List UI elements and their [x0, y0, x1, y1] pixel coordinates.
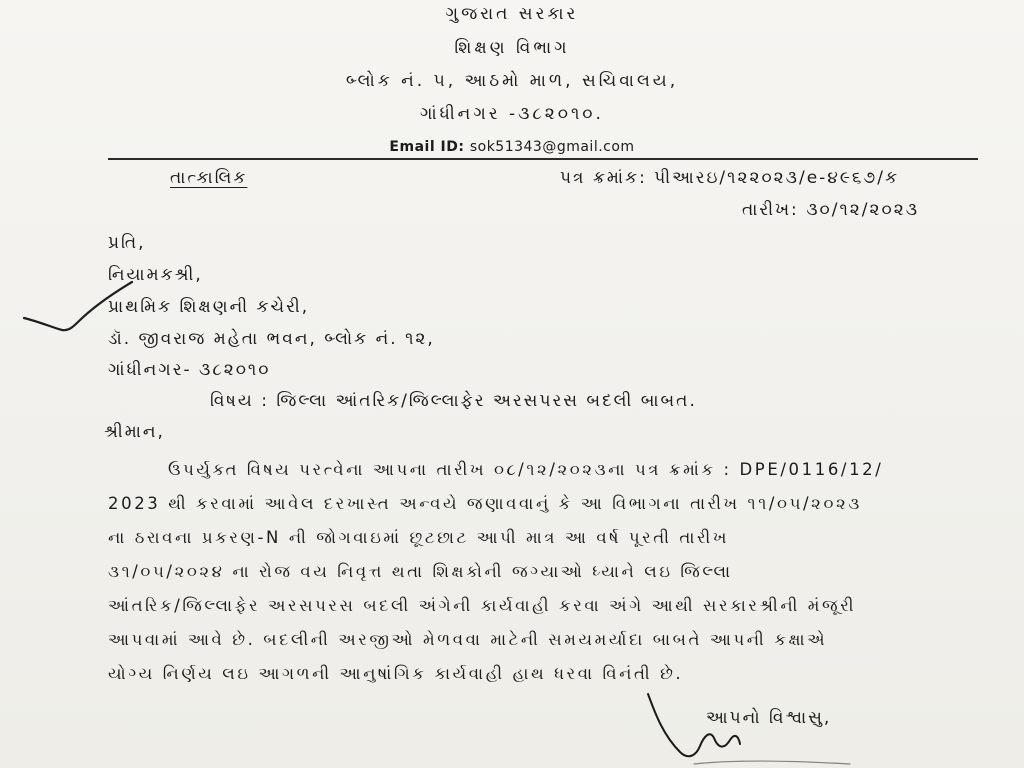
body-line: ના ઠરાવના પ્રકરણ-N ની જોગવાઇમાં છૂટછાટ આપી માત્ર આ વર્ષ પૂરતી તારીખ — [108, 528, 729, 547]
email-value: sok51343@gmail.com — [469, 139, 635, 155]
email-label: Email ID: — [389, 139, 465, 155]
letter-date: તારીખ: ૩૦/૧૨/૨૦૨૩ — [742, 200, 920, 220]
body-line: આપવામાં આવે છે. બદલીની અરજીઓ મેળવવા માટેની સમયમર્યાદા બાબતે આપની કક્ષાએ — [108, 630, 828, 649]
header-divider — [108, 158, 978, 160]
city-pincode: ગાંધીનગર -૩૮૨૦૧૦. — [420, 104, 604, 124]
department-name: શિક્ષણ વિભાગ — [454, 38, 570, 58]
recipient-to: પ્રતિ, — [108, 233, 146, 253]
recipient-building: ડૉ. જીવરાજ મહેતા ભવન, બ્લોક નં. ૧૨, — [108, 329, 435, 349]
urgent-label: તાત્કાલિક — [170, 168, 248, 188]
body-line: 2023 થી કરવામાં આવેલ દરખાસ્ત અન્વયે જણાવવાનું કે આ વિભાગના તારીખ ૧૧/૦૫/૨૦૨૩ — [108, 494, 862, 513]
body-line: યોગ્ય નિર્ણય લઇ આગળની આનુષાંગિક કાર્યવાહી હાથ ધરવા વિનંતી છે. — [108, 664, 684, 683]
subject-line: વિષય : જિલ્લા આંતરિક/જિલ્લાફેર અરસપરસ બદલી બાબત. — [210, 391, 697, 411]
address-line: બ્લોક નં. ૫, આઠમો માળ, સચિવાલય, — [345, 71, 679, 91]
body-line: ઉપર્યુક્ત વિષય પરત્વેના આપના તારીખ ૦૮/૧૨/૨૦૨૩ના પત્ર ક્રમાંક : DPE/0116/12/ — [168, 460, 884, 479]
closing-line: આપનો વિશ્વાસુ, — [706, 708, 832, 728]
recipient-office: પ્રાથમિક શિક્ષણની કચેરી, — [108, 297, 310, 317]
body-line: આંતરિક/જિલ્લાફેર અરસપરસ બદલી અંગેની કાર્યવાહી કરવા અંગે આથી સરકારશ્રીની મંજૂરી — [108, 596, 857, 615]
letter-number: પત્ર ક્રમાંક: પીઆરઇ/૧૨૨૦૨૩/e-૪૯૬૭/ક — [560, 168, 899, 188]
recipient-city: ગાંધીનગર- ૩૮૨૦૧૦ — [108, 360, 271, 380]
body-line: ૩૧/૦૫/૨૦૨૪ ના રોજ વય નિવૃત્ત થતા શિક્ષકોની જગ્યાઓ ધ્યાને લઇ જિલ્લા — [108, 562, 733, 581]
salutation: શ્રીમાન, — [104, 422, 165, 442]
govt-name: ગુજરાત સરકાર — [445, 4, 579, 24]
recipient-title: નિયામકશ્રી, — [108, 265, 203, 285]
email-line — [0, 136, 1024, 156]
handwritten-signature — [640, 690, 860, 768]
